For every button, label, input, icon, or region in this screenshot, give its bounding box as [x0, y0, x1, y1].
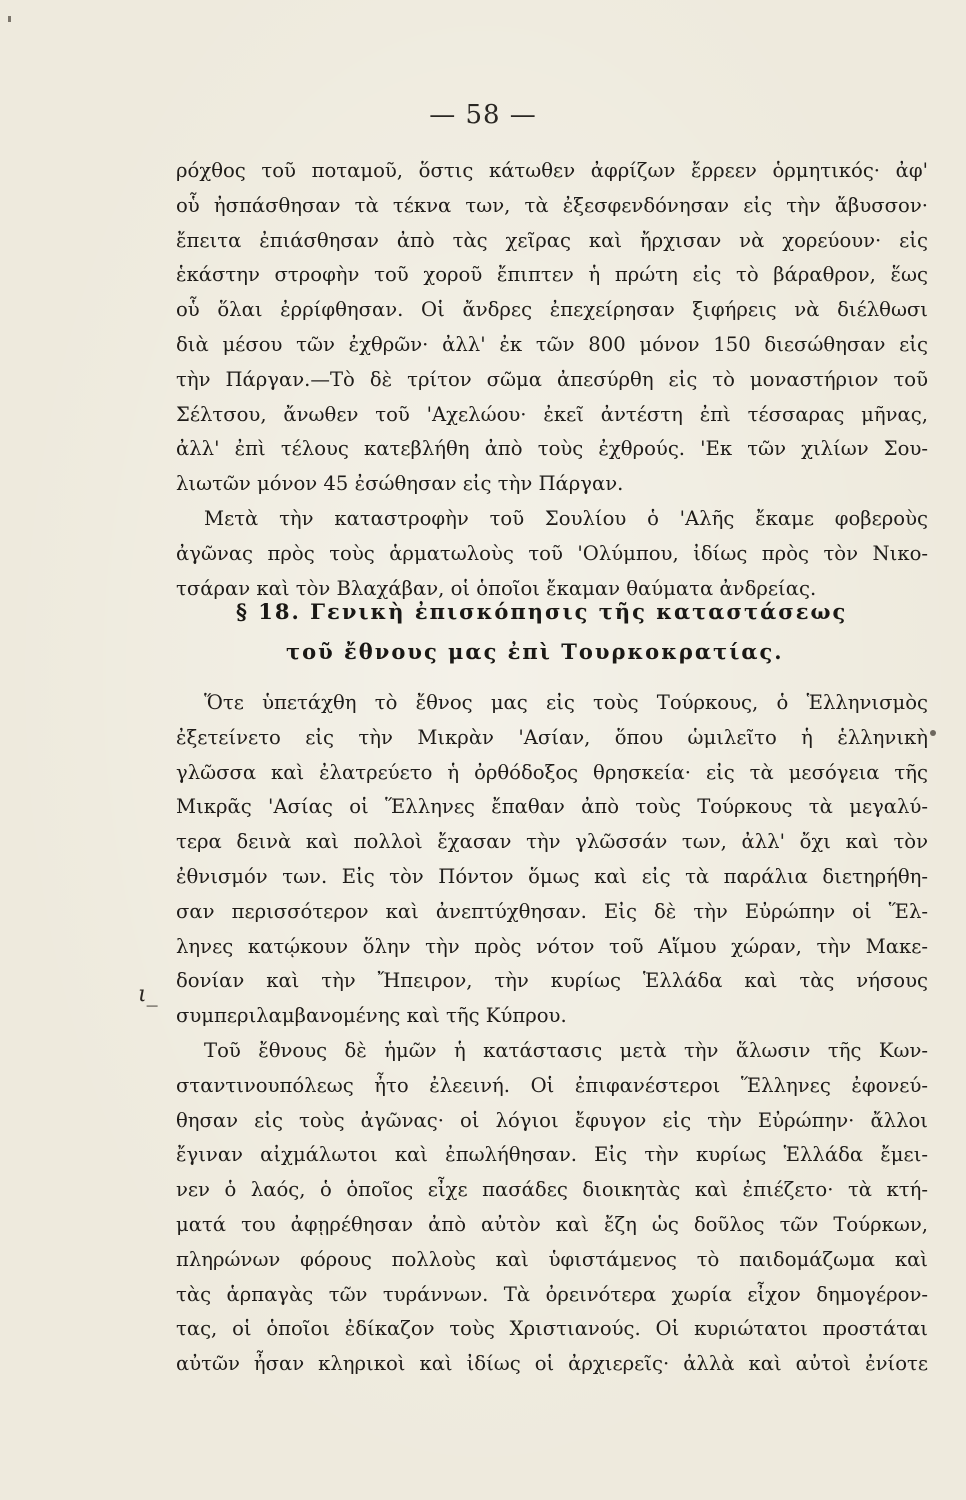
paragraph-1 — [176, 154, 928, 502]
text-line: Τοῦ ἔθνους δὲ ἡμῶν ἡ κατάστασις μετὰ τὴν ἅλωσιν τῆς Κων- — [204, 1038, 928, 1062]
section-heading — [176, 592, 928, 672]
text-line: νεν ὁ λαός, ὁ ὁποῖος εἶχε πασάδες διοικητὰς καὶ ἐπιέζετο· τὰ κτή- — [176, 1178, 928, 1202]
text-line: τας, οἱ ὁποῖοι ἐδίκαζον τοὺς Χριστιανούς. Οἱ κυριώτατοι προστάται — [176, 1317, 928, 1341]
margin-note: ι_ — [138, 982, 158, 1007]
text-line: ἔπειτα ἐπιάσθησαν ἀπὸ τὰς χεῖρας καὶ ἤρχισαν νὰ χορεύουν· εἰς — [176, 228, 928, 252]
text-line: τερα δεινὰ καὶ πολλοὶ ἔχασαν τὴν γλῶσσάν των, ἀλλ' ὄχι καὶ τὸν — [176, 830, 928, 854]
text-line: οὗ ἠσπάσθησαν τὰ τέκνα των, τὰ ἐξεσφενδόνησαν εἰς τὴν ἄβυσσον· — [176, 193, 928, 217]
text-line: διὰ μέσου τῶν ἐχθρῶν· ἀλλ' ἐκ τῶν 800 μόνον 150 διεσώθησαν εἰς — [176, 332, 928, 356]
text-line: αὐτῶν ἦσαν κληρικοὶ καὶ ἰδίως οἱ ἀρχιερεῖς· ἀλλὰ καὶ αὐτοὶ ἐνίοτε — [176, 1352, 928, 1376]
text-line: ματά του ἀφῃρέθησαν ἀπὸ αὐτὸν καὶ ἔζη ὡς δοῦλος τῶν Τούρκων, — [176, 1212, 928, 1236]
corner-speck — [8, 16, 11, 22]
text-line: γλῶσσα καὶ ἐλατρεύετο ἡ ὀρθόδοξος θρησκεία· εἰς τὰ μεσόγεια τῆς — [176, 760, 928, 784]
ink-dot — [930, 730, 936, 736]
text-line: ληνες κατῴκουν ὅλην τὴν πρὸς νότον τοῦ Αἵμου χώραν, τὴν Μακε- — [176, 934, 928, 958]
text-line: ἔγιναν αἰχμάλωτοι καὶ ἐπωλήθησαν. Εἰς τὴν κυρίως Ἑλλάδα ἔμει- — [176, 1143, 928, 1167]
text-line: ρόχθος τοῦ ποταμοῦ, ὅστις κάτωθεν ἀφρίζων ἔρρεεν ὁρμητικός· ἀφ' — [176, 159, 928, 182]
text-line: Μικρᾶς 'Ασίας οἱ Ἕλληνες ἔπαθαν ἀπὸ τοὺς Τούρκους τὰ μεγαλύ- — [176, 795, 928, 819]
text-line: θησαν εἰς τοὺς ἀγῶνας· οἱ λόγιοι ἔφυγον εἰς τὴν Εὐρώπην· ἄλλοι — [176, 1108, 928, 1132]
text-block-lower — [176, 686, 928, 1382]
page-number: — 58 — — [429, 100, 537, 130]
text-line: Ὅτε ὑπετάχθη τὸ ἔθνος μας εἰς τοὺς Τούρκους, ὁ Ἑλληνισμὸς — [204, 691, 928, 714]
text-line: ἀγῶνας πρὸς τοὺς ἁρματωλοὺς τοῦ 'Ολύμπου, ἰδίως πρὸς τὸν Νικο- — [176, 541, 928, 565]
text-line: δονίαν καὶ τὴν Ἤπειρον, τὴν κυρίως Ἑλλάδα καὶ τὰς νήσους — [176, 969, 928, 993]
text-line: Σέλτσου, ἄνωθεν τοῦ 'Αχελώου· ἐκεῖ ἀντέστη ἐπὶ τέσσαρας μῆνας, — [176, 402, 928, 426]
section-heading-line-1: § 18. Γενικὴ ἐπισκόπησις τῆς καταστάσεως — [236, 599, 848, 624]
text-line: λιωτῶν μόνον 45 ἐσώθησαν εἰς τὴν Πάργαν. — [176, 472, 624, 496]
text-line: ἀλλ' ἐπὶ τέλους κατεβλήθη ἀπὸ τοὺς ἐχθρούς. 'Εκ τῶν χιλίων Σου- — [176, 437, 928, 461]
paragraph-2 — [176, 502, 928, 606]
text-line: τσάραν καὶ τὸν Βλαχάβαν, οἱ ὁποῖοι ἔκαμαν θαύματα ἀνδρείας. — [176, 576, 817, 600]
text-line: τὴν Πάργαν.—Τὸ δὲ τρίτον σῶμα ἀπεσύρθη εἰς τὸ μοναστήριον τοῦ — [176, 367, 928, 391]
text-line: ἑκάστην στροφὴν τοῦ χοροῦ ἔπιπτεν ἡ πρώτη εἰς τὸ βάραθρον, ἕως — [176, 263, 928, 287]
paragraph-3 — [176, 686, 928, 1034]
text-line: ἐξετείνετο εἰς τὴν Μικρὰν 'Ασίαν, ὅπου ὡμιλεῖτο ἡ ἑλληνικὴ — [176, 725, 928, 749]
text-line: συμπεριλαμβανομένης καὶ τῆς Κύπρου. — [176, 1004, 567, 1028]
section-heading-line-2: τοῦ ἔθνους μας ἐπὶ Τουρκοκρατίας. — [286, 639, 784, 664]
text-line: Μετὰ τὴν καταστροφὴν τοῦ Σουλίου ὁ 'Αλῆς ἔκαμε φοβεροὺς — [204, 506, 928, 530]
text-block-upper — [176, 154, 928, 606]
text-line: σταντινουπόλεως ἦτο ἐλεεινή. Οἱ ἐπιφανέστεροι Ἕλληνες ἐφονεύ- — [176, 1073, 928, 1097]
text-line: ἐθνισμόν των. Εἰς τὸν Πόντον ὅμως καὶ εἰς τὰ παράλια διετηρήθη- — [176, 864, 928, 888]
paragraph-4 — [176, 1034, 928, 1382]
text-line: οὗ ὅλαι ἐρρίφθησαν. Οἱ ἄνδρες ἐπεχείρησαν ξιφήρεις νὰ διέλθωσι — [176, 298, 928, 322]
text-line: σαν περισσότερον καὶ ἀνεπτύχθησαν. Εἰς δὲ τὴν Εὐρώπην οἱ Ἕλ- — [176, 899, 928, 923]
text-line: πληρώνων φόρους πολλοὺς καὶ ὑφιστάμενος τὸ παιδομάζωμα καὶ — [176, 1247, 928, 1271]
text-line: τὰς ἁρπαγὰς τῶν τυράννων. Τὰ ὀρεινότερα χωρία εἶχον δημογέρον- — [176, 1282, 928, 1306]
